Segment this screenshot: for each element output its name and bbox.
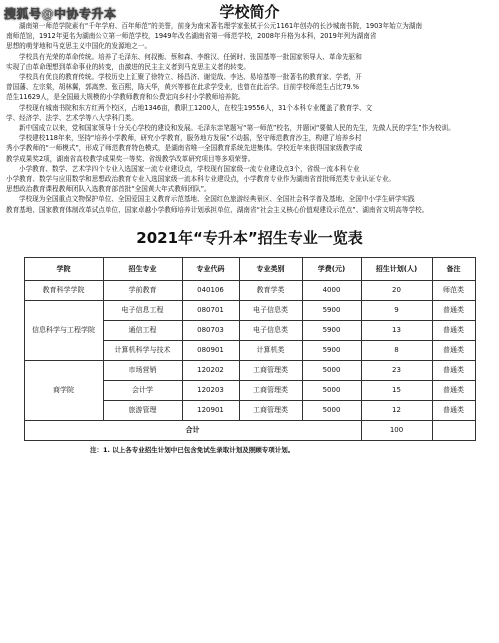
table-cell: 5900 (302, 340, 361, 360)
table-row (24, 300, 475, 320)
table-cell: 工商管理类 (239, 360, 302, 380)
total-label: 合计 (24, 420, 361, 440)
column-header: 学费(元) (302, 257, 361, 280)
table-cell: 4000 (302, 280, 361, 300)
intro-paragraph: 学校具有优良的教育传统。学校历史上汇聚了徐特立、杨昌济、谢觉哉、李达、易培基等一批著名的教育家、学者，开 (19, 73, 362, 82)
total-row (24, 420, 475, 440)
school-introduction (0, 21, 499, 215)
table-cell: 15 (361, 380, 432, 400)
table-cell: 23 (361, 360, 432, 380)
intro-paragraph: 南师范馆，1912年更名为湖南公立第一师范学校，1949年改名湖南省第一师范学校，2008年升格为本科，2019年列为湖南省 (6, 32, 377, 41)
table-cell: 120203 (182, 380, 239, 400)
watermark-text: 搜狐号@中协专升本 (4, 7, 117, 21)
intro-paragraph: 学校建校118年来，坚持“培养小学教师，研究小学教育，服务地方发展”不动摇，坚守师范教育沙主，构建了培养乡村 (19, 134, 362, 143)
table-cell: 5000 (302, 380, 361, 400)
table-cell: 普通类 (432, 340, 475, 360)
page-title: 学校简介 (219, 3, 280, 21)
table-cell: 120901 (182, 400, 239, 420)
table-cell: 13 (361, 320, 432, 340)
table-cell: 120202 (182, 360, 239, 380)
table-cell: 通信工程 (103, 320, 182, 340)
table-cell: 普通类 (432, 360, 475, 380)
table-title: 2021年“专升本”招生专业一览表 (136, 228, 363, 247)
college-cell: 商学院 (24, 360, 103, 420)
column-header: 专业代码 (182, 257, 239, 280)
intro-paragraph: 曾国藩、左宗棠，胡林翼，郭嵩焘、张百熙，陈天华，黄兴等都在此求学受业，也曾在此治学。目前学校师范生占比79.% (6, 83, 360, 92)
table-cell: 计算机类 (239, 340, 302, 360)
intro-paragraph: 思想政治教育课程教师团队入选教育部首批“全国黄大年式教师团队”。 (6, 185, 211, 194)
table-cell: 电子信息工程 (103, 300, 182, 320)
college-cell: 教育科学学院 (24, 280, 103, 300)
table-cell: 080901 (182, 340, 239, 360)
column-header: 专业类别 (239, 257, 302, 280)
table-cell: 8 (361, 340, 432, 360)
table-header-row (24, 257, 475, 280)
table-cell: 080701 (182, 300, 239, 320)
intro-paragraph: 学校现有城南书院和东方红两个校区，占地1346亩，教职工1200人，在校生19556人，31个本科专业覆盖了教育学、文 (19, 103, 373, 112)
table-note: 注：1. 以上各专业招生计划中已包含免试生录取计划及照顾专项计划。 (90, 445, 295, 454)
college-cell: 信息科学与工程学院 (24, 300, 103, 360)
table-cell: 9 (361, 300, 432, 320)
table-cell: 20 (361, 280, 432, 300)
intro-paragraph: 思想的萌芽地和马克思主义中国化的发源地之一。 (6, 42, 152, 51)
intro-paragraph: 小学教育、数学与应用数学和思想政治教育专业入选国家级一流本科专业建设点，小学教育专业作为湖南省首批师范类专业认证专业。 (6, 175, 396, 184)
table-cell: 电子信息类 (239, 300, 302, 320)
table-cell: 5900 (302, 300, 361, 320)
table-cell: 计算机科学与技术 (103, 340, 182, 360)
intro-paragraph: 实现了由革命理想到革命事业的转变，由激进的民主主义者到马克思主义者的转变。 (6, 62, 250, 71)
table-cell: 教育学类 (239, 280, 302, 300)
admission-table (24, 257, 476, 441)
total-value: 100 (361, 420, 432, 440)
table-cell: 普通类 (432, 300, 475, 320)
table-cell: 普通类 (432, 320, 475, 340)
table-cell: 会计学 (103, 380, 182, 400)
table-cell: 普通类 (432, 380, 475, 400)
table-cell: 5000 (302, 400, 361, 420)
intro-paragraph: 湖南第一师范学院素有“千年学府、百年师范”的美誉，前身为南宋著名理学家张栻于公元1161年创办的长沙城南书院，1903年始立为湖南 (19, 22, 423, 30)
table-cell: 5900 (302, 320, 361, 340)
table-cell: 学前教育 (103, 280, 182, 300)
column-header: 备注 (432, 257, 475, 280)
intro-paragraph: 学校现为全国重点文物保护单位、全国爱国主义教育示范基地、全国红色旅游经典景区、全国社会科学普及基地、全国中小学生研学实践 (19, 195, 415, 204)
table-cell: 5000 (302, 360, 361, 380)
table-cell: 工商管理类 (239, 380, 302, 400)
intro-paragraph: 秀小学教师的“一师模式”，形成了师范教育特色模式，是湖南省唯一全国教育系统先进集体。学校近年来获得国家级教学成 (6, 144, 363, 153)
column-header: 学院 (24, 257, 103, 280)
intro-paragraph: 学、经济学、法学、艺术学等八大学科门类。 (6, 113, 138, 122)
intro-paragraph: 教学成果奖2项，湖南省高校教学成果奖一等奖、省级教学改革研究项目等多项荣誉。 (6, 154, 255, 163)
intro-paragraph: 范生11629人，是全国最大规模的小学教师教育和公费定向乡村小学教师培养院。 (6, 93, 245, 102)
table-cell: 电子信息类 (239, 320, 302, 340)
table-cell: 旅游管理 (103, 400, 182, 420)
table-cell: 师范类 (432, 280, 475, 300)
table-cell: 普通类 (432, 400, 475, 420)
intro-paragraph: 新中国成立以来，党和国家领导十分关心学校的建设和发展。毛泽东亲笔题写“第一师范”校名，并题词“要做人民的先生，先做人民的学生”作为校训。 (19, 124, 455, 133)
column-header: 招生计划(人) (361, 257, 432, 280)
table-cell: 080703 (182, 320, 239, 340)
table-row (24, 280, 475, 300)
intro-paragraph: 教育基地、国家教育体制改革试点单位、国家卓越小学教师培养计划承担单位、湖南省“社会主义核心价值观建设示范点”、湖南省文明高等学校。 (6, 205, 429, 214)
table-row (24, 360, 475, 380)
column-header: 招生专业 (103, 257, 182, 280)
table-cell: 工商管理类 (239, 400, 302, 420)
intro-paragraph: 小学教育、数学、艺术学四个专业入选国家一流专业建设点，学校现有国家级一流专业建设点3个，省级一流本科专业 (19, 164, 360, 173)
table-cell: 040106 (182, 280, 239, 300)
table-cell: 12 (361, 400, 432, 420)
table-cell: 市场营销 (103, 360, 182, 380)
total-empty-cell (432, 420, 475, 440)
intro-paragraph: 学校具有光荣的革命传统。培养了毛泽东、何叔衡、蔡和森、李维汉、任弼时、张国基等一批国家领导人、革命先驱和 (19, 52, 362, 61)
